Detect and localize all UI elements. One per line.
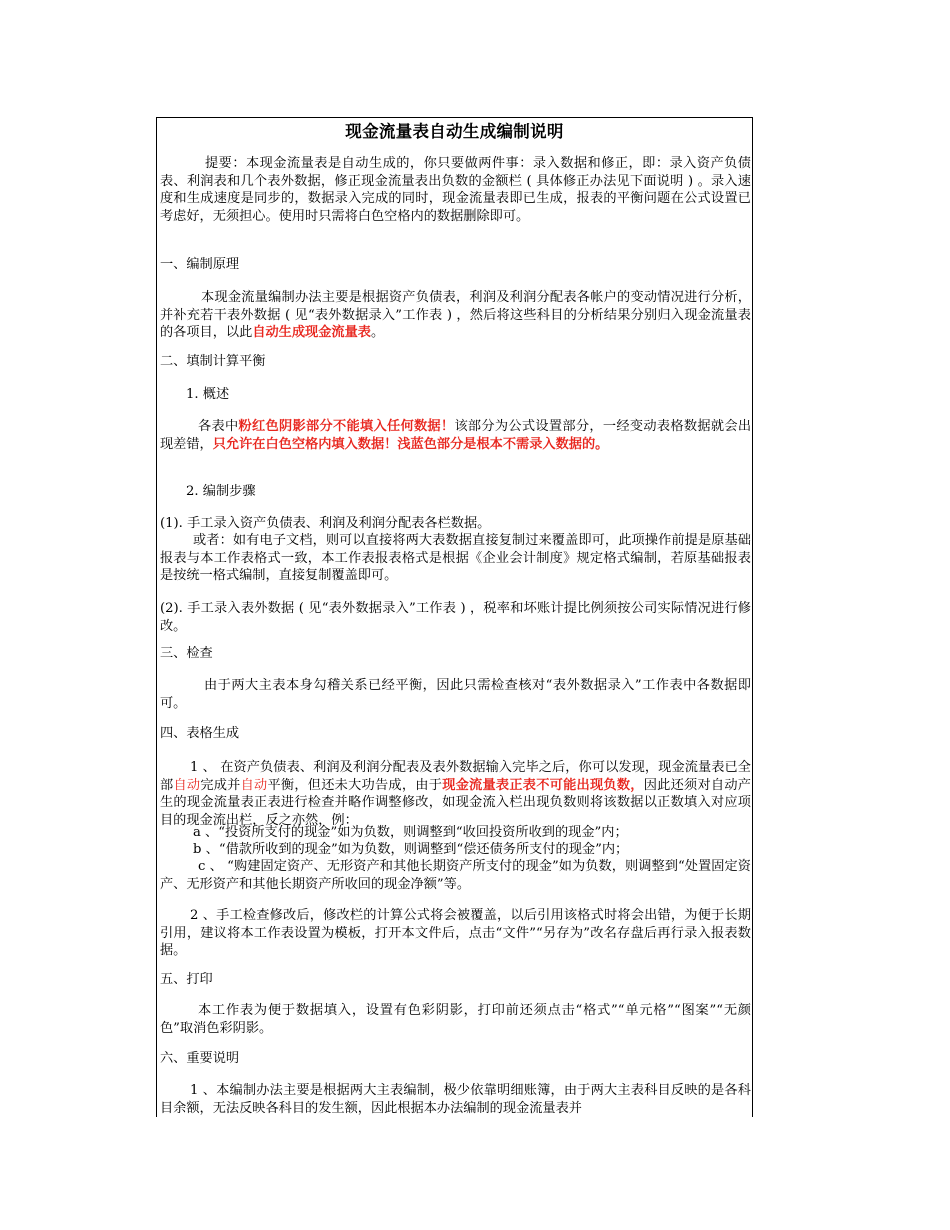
overview-warning-2: 只允许在白色空格内填入数据！浅蓝色部分是根本不需录入数据的。	[212, 436, 609, 452]
section-heading-print: 五、打印	[160, 972, 213, 987]
principle-end: 。	[371, 325, 385, 340]
overview-text-b: 该部分为公式设置部分，一经变动表格数据就会出现差错，	[160, 419, 752, 452]
step-1: (1). 手工录入资产负债表、利润及利润分配表各栏数据。	[160, 516, 491, 531]
generation-auto-1: 自动	[173, 777, 201, 793]
example-b: b 、“借款所收到的现金”如为负数，则调整到“偿还债务所支付的现金”内；	[193, 842, 629, 857]
generation-warning: 现金流量表正表不可能出现负数，	[442, 777, 644, 793]
section-heading-principle: 一、编制原理	[160, 257, 240, 272]
generation-auto-2: 自动	[240, 777, 268, 793]
document-frame	[156, 117, 753, 1117]
overview-paragraph	[160, 418, 751, 453]
overview-warning-1: 粉红色阴影部分不能填入任何数据！	[238, 419, 455, 434]
generation-text-a: 1 、 在资产负债表、利润及利润分配表及表外数据输入完毕之后，你可以发现，现金流量表已全部	[160, 760, 751, 793]
summary-paragraph: 提要：本现金流量表是自动生成的，你只要做两件事：录入数据和修正，即：录入资产负债表、利润表和几个表外数据，修正现金流量表出负数的金额栏 ( 具体修正办法见下面说明 ) 。录入速度和生成速度是同步的，数据录入完成的同时，现金流量表即已生成，报表的平衡问题在公式设置已考虑好，无须担心。使用时只需将白色空格内的数据删除即可。	[160, 156, 751, 224]
print-paragraph: 本工作表为便于数据填入，设置有色彩阴影，打印前还须点击“格式”“单元格”“图案”“无颜色”取消色彩阴影。	[160, 1003, 751, 1036]
principle-emphasis: 自动生成现金流量表	[252, 325, 371, 340]
check-paragraph: 由于两大主表本身勾稽关系已经平衡，因此只需检查核对“表外数据录入”工作表中各数据即可。	[160, 678, 751, 711]
generation-text-d: 因此还须对自动产生的现金流量表正表进行检查并略作调整修改，如现金流入栏出现负数则将该数据以正数填入对应项目的现金流出栏，反之亦然，例：	[160, 777, 751, 828]
subheading-overview: 1. 概述	[186, 387, 230, 402]
section-heading-generation: 四、表格生成	[160, 726, 240, 741]
example-c: c 、 “购建固定资产、无形资产和其他长期资产所支付的现金”如为负数，则调整到“处置固定资产、无形资产和其他长期资产所收回的现金净额”等。	[160, 859, 751, 892]
important-paragraph: 1 、本编制办法主要是根据两大主表编制，极少依靠明细账簿，由于两大主表科目反映的是各科目余额，无法反映各科目的发生额，因此根据本办法编制的现金流量表并	[160, 1083, 751, 1116]
step-1-alternative: 或者：如有电子文档，则可以直接将两大表数据直接复制过来覆盖即可，此项操作前提是原基础报表与本工作表格式一致，本工作表报表格式是根据《企业会计制度》规定格式编制，若原基础报表是按统一格式编制，直接复制覆盖即可。	[160, 533, 751, 583]
step-2: (2). 手工录入表外数据 ( 见“表外数据录入”工作表 ) ，税率和坏账计提比例须按公司实际情况进行修改。	[160, 601, 751, 634]
principle-paragraph	[160, 289, 751, 342]
section-heading-check: 三、检查	[160, 646, 213, 661]
section-heading-important: 六、重要说明	[160, 1051, 240, 1066]
generation-paragraph-1	[160, 759, 751, 829]
section-heading-balance: 二、填制计算平衡	[160, 354, 266, 369]
subheading-steps: 2. 编制步骤	[186, 484, 256, 499]
example-a: a 、“投资所支付的现金”如为负数，则调整到“收回投资所收到的现金”内；	[193, 825, 628, 840]
generation-paragraph-2: 2 、手工检查修改后，修改栏的计算公式将会被覆盖，以后引用该格式时将会出错，为便于长期引用，建议将本工作表设置为模板，打开本文件后，点击“文件”“另存为”改名存盘后再行录入报表数据。	[160, 908, 751, 958]
generation-text-c: 平衡，但还未大功告成，由于	[267, 777, 443, 793]
principle-text: 本现金流量编制办法主要是根据资产负债表，利润及利润分配表各帐户的变动情况进行分析，并补充若干表外数据 ( 见“表外数据录入”工作表 ) ，然后将这些科目的分析结果分别归入现金流量表的各项目，以此	[160, 290, 751, 340]
generation-text-b: 完成并	[200, 777, 241, 793]
overview-text-a: 各表中	[198, 419, 239, 434]
document-title: 现金流量表自动生成编制说明	[345, 122, 564, 141]
